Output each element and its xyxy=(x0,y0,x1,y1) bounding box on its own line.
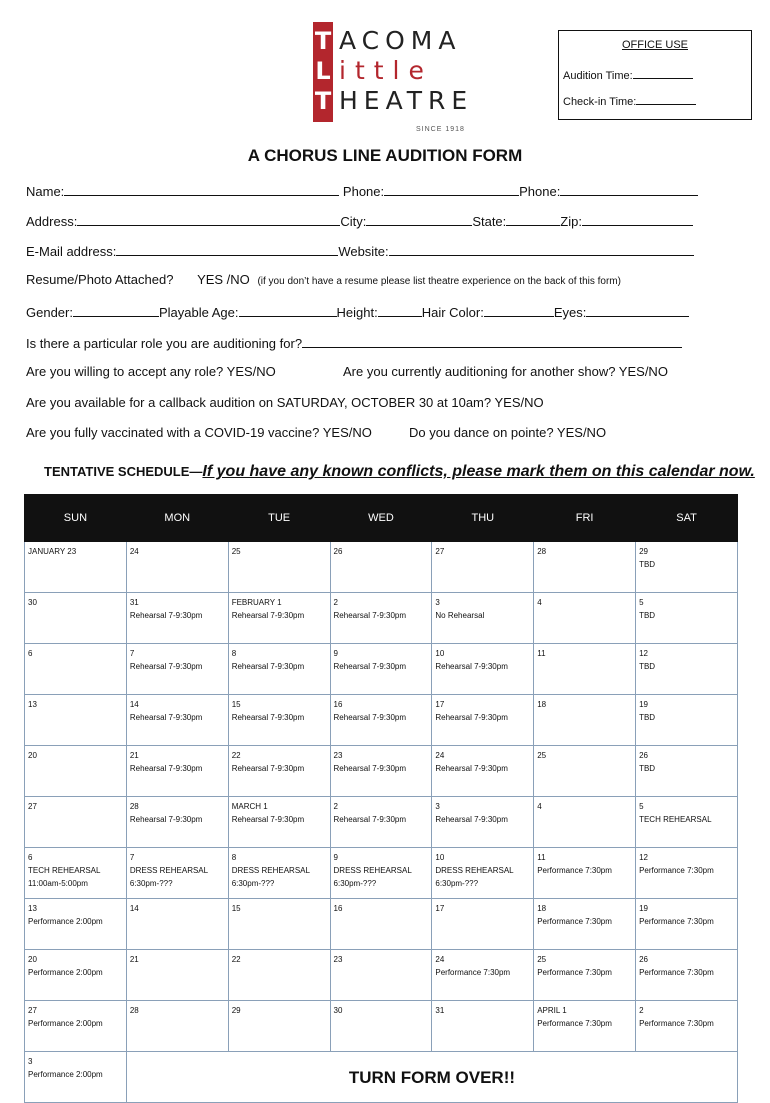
calendar-day-cell[interactable] xyxy=(126,848,228,899)
day-header-thu: THU xyxy=(432,495,534,542)
calendar-day-cell[interactable] xyxy=(534,899,636,950)
day-date: 12 xyxy=(639,649,648,658)
day-event: Performance 2:00pm xyxy=(28,1019,103,1028)
day-date: 11 xyxy=(537,649,546,658)
logo-red-bar xyxy=(313,22,333,122)
calendar-day-cell[interactable] xyxy=(228,899,330,950)
calendar-day-cell[interactable] xyxy=(25,644,127,695)
day-date: 17 xyxy=(435,700,445,709)
calendar-day-cell[interactable] xyxy=(126,797,228,848)
hair-label: Hair Color: xyxy=(421,305,484,320)
row-email xyxy=(26,242,694,260)
day-event: DRESS REHEARSAL xyxy=(333,866,412,875)
day-event: 6:30pm-??? xyxy=(435,879,479,888)
calendar-day-cell[interactable] xyxy=(636,899,738,950)
day-event: TBD xyxy=(639,764,656,773)
calendar-week-row xyxy=(25,1001,738,1052)
state-label: State: xyxy=(472,214,507,229)
day-date: 31 xyxy=(435,1006,445,1015)
day-date: 13 xyxy=(28,700,37,709)
day-date: 25 xyxy=(537,751,547,760)
day-date: 3 xyxy=(435,598,440,607)
calendar-week-row xyxy=(25,542,738,593)
height-label: Height: xyxy=(336,305,378,320)
website-label: Website: xyxy=(338,244,389,259)
calendar-day-cell[interactable] xyxy=(25,899,127,950)
day-date: 5 xyxy=(639,802,644,811)
row-role xyxy=(26,334,682,352)
phone-label: Phone: xyxy=(342,184,385,199)
logo-word-acoma: ACOMA xyxy=(339,26,462,55)
day-date: 24 xyxy=(129,547,139,556)
day-event: TBD xyxy=(639,560,656,569)
day-date: 20 xyxy=(28,751,37,760)
day-event: Performance 7:30pm xyxy=(537,917,612,926)
calendar-day-cell[interactable] xyxy=(228,644,330,695)
day-date: 25 xyxy=(537,955,547,964)
gender-label: Gender: xyxy=(26,305,73,320)
day-date: 3 xyxy=(28,1057,33,1066)
row-accept xyxy=(26,364,276,380)
calendar-day-cell[interactable] xyxy=(228,950,330,1001)
day-event: TBD xyxy=(639,611,656,620)
hair-field[interactable] xyxy=(484,303,554,317)
resume-label: Resume/Photo Attached? xyxy=(26,272,174,287)
calendar-day-cell[interactable] xyxy=(432,797,534,848)
day-date: 22 xyxy=(231,751,241,760)
role-field[interactable] xyxy=(302,334,682,348)
calendar-day-cell[interactable] xyxy=(636,644,738,695)
callback-question[interactable]: Are you available for a callback audition on SATURDAY, OCTOBER 30 at 10am? YES/NO xyxy=(26,395,544,410)
logo-since: SINCE 1918 xyxy=(416,126,465,133)
audition-time-label: Audition Time: xyxy=(563,70,633,82)
calendar-week-row xyxy=(25,644,738,695)
day-date: 9 xyxy=(333,853,338,862)
calendar-day-cell[interactable] xyxy=(636,593,738,644)
day-event: Performance 7:30pm xyxy=(537,866,612,875)
calendar-day-cell[interactable] xyxy=(534,695,636,746)
calendar-day-cell[interactable] xyxy=(534,797,636,848)
day-event: No Rehearsal xyxy=(435,611,485,620)
day-event: Performance 2:00pm xyxy=(28,968,103,977)
day-event: DRESS REHEARSAL xyxy=(129,866,209,875)
audition-time-line xyxy=(563,65,693,82)
calendar-day-cell[interactable] xyxy=(636,1001,738,1052)
calendar-day-cell[interactable] xyxy=(228,746,330,797)
phone2-label: Phone: xyxy=(519,184,561,199)
day-date: 18 xyxy=(537,904,547,913)
calendar-day-cell[interactable] xyxy=(432,593,534,644)
vaccine-question[interactable]: Are you fully vaccinated with a COVID-19 vaccine? YES/NO xyxy=(26,425,372,440)
day-date: 15 xyxy=(231,700,241,709)
day-date: 7 xyxy=(129,853,135,862)
day-event: Rehearsal 7-9:30pm xyxy=(129,764,203,773)
calendar-day-cell[interactable] xyxy=(432,848,534,899)
day-date: 30 xyxy=(28,598,37,607)
day-event: TBD xyxy=(639,713,656,722)
day-event: DRESS REHEARSAL xyxy=(435,866,514,875)
day-date: 24 xyxy=(435,955,445,964)
calendar-day-cell[interactable] xyxy=(126,644,228,695)
day-event: Performance 2:00pm xyxy=(28,1070,103,1079)
day-header-wed: WED xyxy=(330,495,432,542)
day-date: 23 xyxy=(333,955,343,964)
resume-yes-no[interactable]: YES /NO xyxy=(197,272,250,287)
office-use-box xyxy=(558,30,752,120)
checkin-time-field[interactable] xyxy=(636,91,696,105)
day-event: Rehearsal 7-9:30pm xyxy=(231,662,305,671)
day-date: 28 xyxy=(129,802,139,811)
day-event: Rehearsal 7-9:30pm xyxy=(333,611,407,620)
calendar-day-cell[interactable] xyxy=(25,593,127,644)
day-date: 14 xyxy=(129,904,139,913)
row-gender xyxy=(26,303,689,321)
playable-age-field[interactable] xyxy=(239,303,337,317)
office-use-title: OFFICE USE xyxy=(621,39,688,51)
row-name-phone xyxy=(26,182,698,200)
calendar-day-cell[interactable] xyxy=(432,695,534,746)
schedule-heading xyxy=(44,463,755,481)
calendar-day-cell[interactable] xyxy=(330,644,432,695)
name-field[interactable] xyxy=(64,182,339,196)
day-date: 26 xyxy=(333,547,343,556)
calendar-week-row xyxy=(25,797,738,848)
calendar-day-cell[interactable] xyxy=(534,644,636,695)
calendar-day-cell[interactable] xyxy=(330,593,432,644)
day-event: Performance 2:00pm xyxy=(28,917,103,926)
turn-form-over-note: TURN FORM OVER!! xyxy=(126,1052,737,1103)
day-date: 4 xyxy=(537,802,542,811)
calendar-day-cell[interactable] xyxy=(25,542,127,593)
calendar-day-cell[interactable] xyxy=(534,746,636,797)
day-date: 26 xyxy=(639,751,648,760)
checkin-time-line xyxy=(563,91,696,108)
day-date: 3 xyxy=(435,802,440,811)
calendar-day-cell[interactable] xyxy=(126,899,228,950)
calendar-day-cell[interactable] xyxy=(432,950,534,1001)
day-event: Rehearsal 7-9:30pm xyxy=(129,662,203,671)
calendar-week-row xyxy=(25,899,738,950)
calendar-day-cell[interactable] xyxy=(228,797,330,848)
day-date: 27 xyxy=(435,547,445,556)
day-date: 6 xyxy=(28,649,33,658)
calendar-day-cell[interactable] xyxy=(330,950,432,1001)
day-event: TBD xyxy=(639,662,656,671)
schedule-heading-emphasis: If you have any known conflicts, please mark them on this calendar now. xyxy=(202,463,755,480)
day-date: 29 xyxy=(639,547,648,556)
checkin-time-label: Check-in Time: xyxy=(563,96,637,108)
calendar-day-cell[interactable] xyxy=(228,593,330,644)
calendar-week-row xyxy=(25,746,738,797)
logo-letter-t: T xyxy=(314,27,332,55)
day-date: FEBRUARY 1 xyxy=(231,598,282,607)
day-event: TECH REHEARSAL xyxy=(639,815,712,824)
day-date: 19 xyxy=(639,904,648,913)
calendar-day-cell[interactable] xyxy=(25,695,127,746)
row-callback xyxy=(26,395,544,411)
schedule-calendar xyxy=(24,494,738,1103)
calendar-day-cell[interactable] xyxy=(432,542,534,593)
logo-letter-l: L xyxy=(315,57,331,85)
calendar-day-cell[interactable] xyxy=(534,848,636,899)
calendar-day-cell[interactable] xyxy=(534,542,636,593)
day-date: 24 xyxy=(435,751,445,760)
day-event: Rehearsal 7-9:30pm xyxy=(129,815,203,824)
phone-field[interactable] xyxy=(384,182,519,196)
day-event: Rehearsal 7-9:30pm xyxy=(435,662,508,671)
day-event: Rehearsal 7-9:30pm xyxy=(231,764,305,773)
day-header-tue: TUE xyxy=(228,495,330,542)
city-label: City: xyxy=(340,214,367,229)
calendar-week-row xyxy=(25,950,738,1001)
day-date: 13 xyxy=(28,904,37,913)
calendar-day-cell[interactable] xyxy=(330,797,432,848)
day-event: 6:30pm-??? xyxy=(129,879,173,888)
day-date: 21 xyxy=(129,751,139,760)
day-event: Rehearsal 7-9:30pm xyxy=(333,764,407,773)
address-label: Address: xyxy=(26,214,78,229)
day-event: Performance 7:30pm xyxy=(639,968,714,977)
day-date: 22 xyxy=(231,955,241,964)
day-event: Performance 7:30pm xyxy=(639,1019,714,1028)
calendar-day-cell[interactable] xyxy=(534,593,636,644)
calendar-day-cell[interactable] xyxy=(25,746,127,797)
calendar-day-cell[interactable] xyxy=(330,542,432,593)
day-date: APRIL 1 xyxy=(537,1006,567,1015)
calendar-day-cell[interactable] xyxy=(228,1001,330,1052)
calendar-day-cell[interactable] xyxy=(330,746,432,797)
schedule-heading-prefix: TENTATIVE SCHEDULE— xyxy=(44,464,203,479)
role-question: Is there a particular role you are auditioning for? xyxy=(26,336,303,351)
calendar-day-cell[interactable] xyxy=(126,1001,228,1052)
zip-field[interactable] xyxy=(582,212,693,226)
calendar-body xyxy=(25,542,738,1103)
day-event: Rehearsal 7-9:30pm xyxy=(333,713,407,722)
day-event: 6:30pm-??? xyxy=(333,879,377,888)
day-event: Performance 7:30pm xyxy=(639,866,714,875)
day-event: Performance 7:30pm xyxy=(639,917,714,926)
day-event: Performance 7:30pm xyxy=(435,968,511,977)
pointe-question[interactable]: Do you dance on pointe? YES/NO xyxy=(409,425,607,440)
calendar-day-cell[interactable] xyxy=(25,1001,127,1052)
row-vaccine xyxy=(26,425,372,441)
height-field[interactable] xyxy=(378,303,422,317)
day-date: MARCH 1 xyxy=(231,802,268,811)
day-date: 21 xyxy=(129,955,139,964)
day-event: Rehearsal 7-9:30pm xyxy=(231,713,305,722)
day-date: 29 xyxy=(231,1006,241,1015)
day-date: 16 xyxy=(333,700,343,709)
calendar-day-cell[interactable] xyxy=(25,797,127,848)
website-field[interactable] xyxy=(389,242,694,256)
day-date: 27 xyxy=(28,802,37,811)
calendar-day-cell[interactable] xyxy=(126,695,228,746)
day-event: TECH REHEARSAL xyxy=(28,866,101,875)
day-date: 27 xyxy=(28,1006,37,1015)
day-date: 20 xyxy=(28,955,37,964)
playable-age-label: Playable Age: xyxy=(158,305,239,320)
day-event: Rehearsal 7-9:30pm xyxy=(231,815,305,824)
day-date: 17 xyxy=(435,904,445,913)
day-event: Rehearsal 7-9:30pm xyxy=(435,764,508,773)
day-header-mon: MON xyxy=(126,495,228,542)
day-date: 10 xyxy=(435,649,445,658)
day-date: 11 xyxy=(537,853,546,862)
calendar-day-cell[interactable] xyxy=(126,950,228,1001)
row-other-show xyxy=(343,364,668,380)
day-date: 19 xyxy=(639,700,648,709)
day-date: 18 xyxy=(537,700,547,709)
calendar-day-cell[interactable] xyxy=(636,950,738,1001)
calendar-day-cell[interactable] xyxy=(636,542,738,593)
row-resume xyxy=(26,272,621,290)
day-date: 12 xyxy=(639,853,648,862)
calendar-day-cell[interactable] xyxy=(25,950,127,1001)
day-event: Performance 7:30pm xyxy=(537,968,612,977)
calendar-day-cell[interactable] xyxy=(126,593,228,644)
row-pointe xyxy=(409,425,606,441)
logo-word-theatre: HEATRE xyxy=(339,86,474,115)
day-event: Rehearsal 7-9:30pm xyxy=(231,611,305,620)
other-show-question[interactable]: Are you currently auditioning for another show? YES/NO xyxy=(343,364,668,379)
day-date: 16 xyxy=(333,904,343,913)
gender-field[interactable] xyxy=(73,303,159,317)
calendar-day-cell[interactable] xyxy=(228,848,330,899)
day-date: 5 xyxy=(639,598,644,607)
day-date: 4 xyxy=(537,598,542,607)
calendar-day-cell[interactable] xyxy=(228,542,330,593)
day-event: Rehearsal 7-9:30pm xyxy=(435,713,508,722)
day-event: Rehearsal 7-9:30pm xyxy=(333,662,407,671)
calendar-day-cell[interactable] xyxy=(432,746,534,797)
day-date: 8 xyxy=(231,853,237,862)
day-event: Rehearsal 7-9:30pm xyxy=(129,611,203,620)
calendar-day-cell[interactable] xyxy=(330,695,432,746)
calendar-day-cell[interactable] xyxy=(330,1001,432,1052)
accept-role-question[interactable]: Are you willing to accept any role? YES/NO xyxy=(26,364,276,379)
calendar-day-cell[interactable] xyxy=(126,746,228,797)
eyes-label: Eyes: xyxy=(553,305,587,320)
email-label: E-Mail address: xyxy=(26,244,117,259)
calendar-day-cell[interactable] xyxy=(636,695,738,746)
calendar-day-cell[interactable] xyxy=(432,899,534,950)
day-date: 6 xyxy=(28,853,33,862)
calendar-header-row xyxy=(25,495,738,542)
email-field[interactable] xyxy=(116,242,338,256)
day-date: 8 xyxy=(231,649,237,658)
calendar-week-row xyxy=(25,695,738,746)
form-title: A CHORUS LINE AUDITION FORM xyxy=(247,146,523,165)
day-date: 14 xyxy=(129,700,139,709)
calendar-week-last xyxy=(25,1052,738,1103)
day-event: 11:00am-5:00pm xyxy=(28,879,88,888)
day-header-sun: SUN xyxy=(25,495,127,542)
day-date: 10 xyxy=(435,853,445,862)
day-date: 2 xyxy=(639,1006,644,1015)
calendar-day-cell[interactable] xyxy=(25,1052,127,1103)
resume-note: (if you don’t have a resume please list theatre experience on the back of this form) xyxy=(257,276,621,287)
day-event: 6:30pm-??? xyxy=(231,879,275,888)
audition-time-field[interactable] xyxy=(633,65,693,79)
calendar-day-cell[interactable] xyxy=(636,848,738,899)
logo-letter-t2: T xyxy=(314,87,332,115)
day-date: 31 xyxy=(129,598,139,607)
day-date: 2 xyxy=(333,598,338,607)
calendar-day-cell[interactable] xyxy=(126,542,228,593)
name-label: Name: xyxy=(26,184,65,199)
phone2-field[interactable] xyxy=(560,182,698,196)
day-event: Performance 7:30pm xyxy=(537,1019,612,1028)
day-date: 28 xyxy=(537,547,547,556)
day-date: 9 xyxy=(333,649,338,658)
day-date: 26 xyxy=(639,955,648,964)
calendar-week-row xyxy=(25,848,738,899)
calendar-day-cell[interactable] xyxy=(25,848,127,899)
calendar-week-row xyxy=(25,593,738,644)
day-date: 7 xyxy=(129,649,135,658)
calendar-day-cell[interactable] xyxy=(636,797,738,848)
calendar-day-cell[interactable] xyxy=(432,644,534,695)
day-event: Rehearsal 7-9:30pm xyxy=(129,713,203,722)
day-date: 28 xyxy=(129,1006,139,1015)
day-header-fri: FRI xyxy=(534,495,636,542)
zip-label: Zip: xyxy=(560,214,582,229)
calendar-day-cell[interactable] xyxy=(228,695,330,746)
calendar-day-cell[interactable] xyxy=(330,848,432,899)
address-field[interactable] xyxy=(77,212,340,226)
state-field[interactable] xyxy=(506,212,560,226)
calendar-day-cell[interactable] xyxy=(534,950,636,1001)
calendar-day-cell[interactable] xyxy=(432,1001,534,1052)
calendar-day-cell[interactable] xyxy=(636,746,738,797)
day-header-sat: SAT xyxy=(636,495,738,542)
calendar-day-cell[interactable] xyxy=(330,899,432,950)
day-date: 2 xyxy=(333,802,338,811)
day-date: 30 xyxy=(333,1006,343,1015)
city-field[interactable] xyxy=(366,212,472,226)
day-date: 15 xyxy=(231,904,241,913)
day-event: Rehearsal 7-9:30pm xyxy=(333,815,407,824)
theatre-logo xyxy=(313,22,473,140)
day-event: Rehearsal 7-9:30pm xyxy=(435,815,508,824)
day-date: 25 xyxy=(231,547,241,556)
row-address xyxy=(26,212,693,230)
calendar-day-cell[interactable] xyxy=(534,1001,636,1052)
day-event: DRESS REHEARSAL xyxy=(231,866,310,875)
day-date: JANUARY 23 xyxy=(28,547,77,556)
logo-word-little: ittle xyxy=(339,56,433,85)
eyes-field[interactable] xyxy=(586,303,689,317)
day-date: 23 xyxy=(333,751,343,760)
